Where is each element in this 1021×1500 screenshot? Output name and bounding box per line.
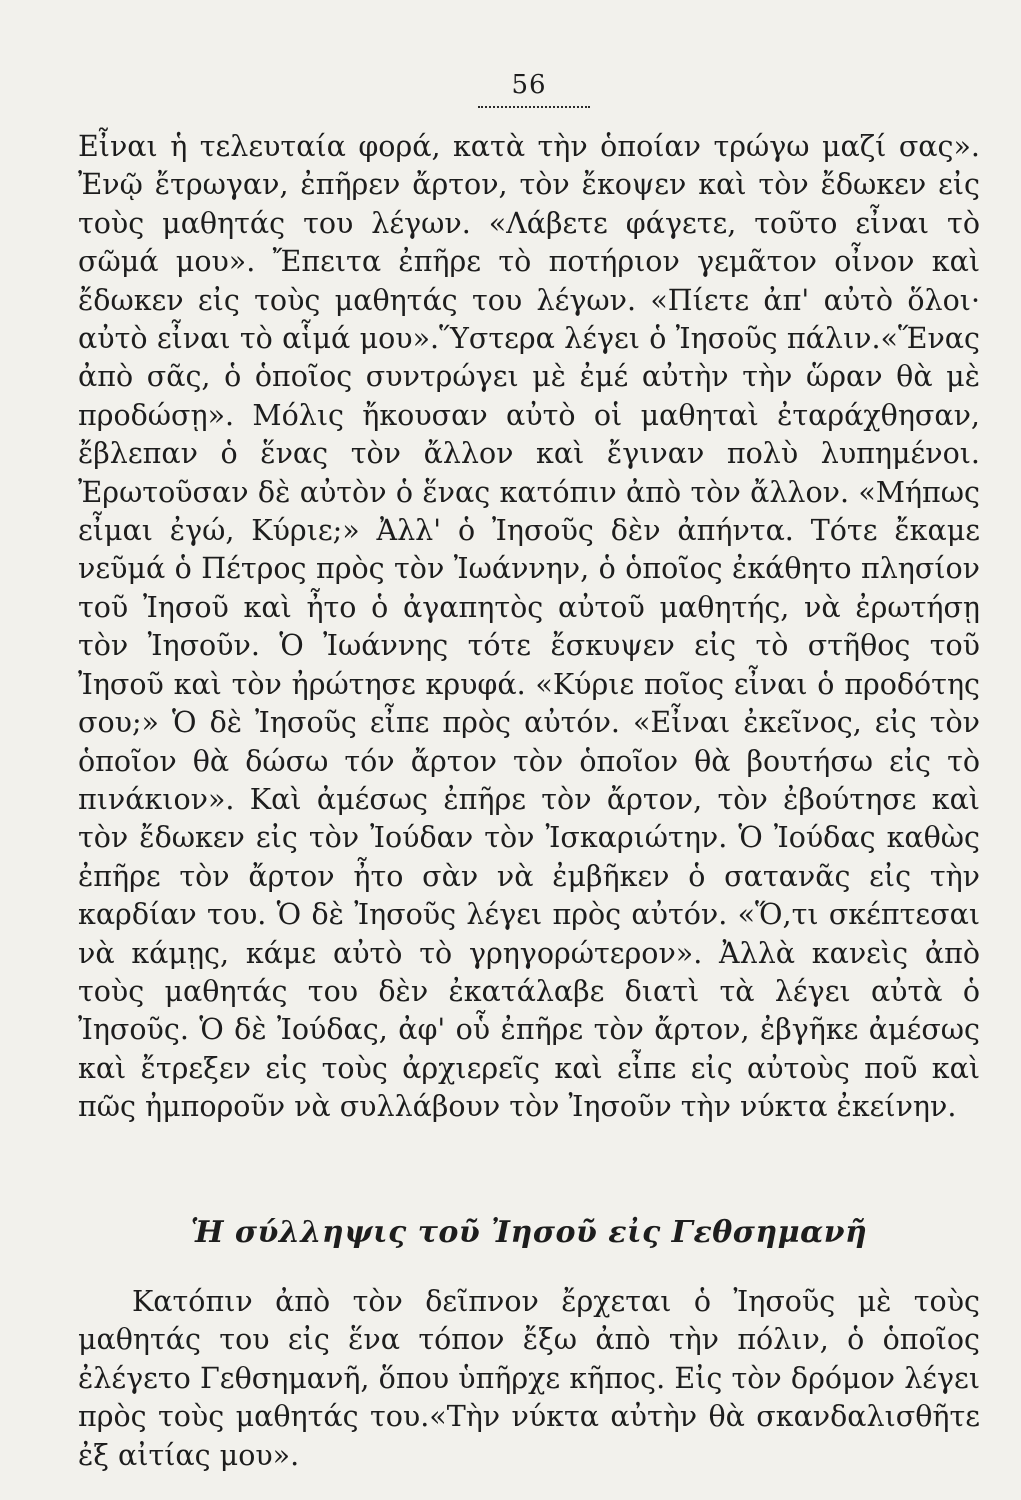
page-number-underline: [478, 106, 590, 108]
body-paragraph-2: Κατόπιν ἀπὸ τὸν δεῖπνον ἔρχεται ὁ Ἰησοῦς μὲ τοὺς μαθητάς του εἰς ἕνα τόπον ἔξω ἀπὸ τὴν πόλιν, ὁ ὁποῖος ἐλέγετο Γεθσημανῆ, ὅπου ὑπῆρχε κῆπος. Εἰς τὸν δρόμον λέγει πρὸς τοὺς μαθητάς του.«Τὴν νύκτα αὐτὴν θὰ σκανδαλισθῆτε ἐξ αἰτίας μου».: [78, 1285, 980, 1472]
section-heading: Ἡ σύλληψις τοῦ Ἰησοῦ εἰς Γεθσημανῆ: [190, 1215, 868, 1250]
body-paragraph: Εἶναι ἡ τελευταία φορά, κατὰ τὴν ὁποίαν τρώγω μαζί σας». Ἐνῷ ἔτρωγαν, ἐπῆρεν ἄρτον, τὸν ἔκοψεν καὶ τὸν ἔδωκεν εἰς τοὺς μαθητάς του λέγων. «Λάβετε φάγετε, τοῦτο εἶναι τὸ σῶμά μου». Ἔπειτα ἐπῆρε τὸ ποτήριον γεμᾶτον οἶνον καὶ ἔδωκεν εἰς τοὺς μαθητάς του λέγων. «Πίετε ἀπ' αὐτὸ ὅλοι· αὐτὸ εἶναι τὸ αἷμά μου».Ὕστερα λέγει ὁ Ἰησοῦς πάλιν.«Ἕνας ἀπὸ σᾶς, ὁ ὁποῖος συντρώγει μὲ ἐμέ αὐτὴν τὴν ὥραν θὰ μὲ προδώσῃ». Μόλις ἤκουσαν αὐτὸ οἱ μαθηταὶ ἐταράχθησαν, ἔβλεπαν ὁ ἕνας τὸν ἄλλον καὶ ἔγιναν πολὺ λυπημένοι. Ἐρωτοῦσαν δὲ αὐτὸν ὁ ἕνας κατόπιν ἀπὸ τὸν ἄλλον. «Μήπως εἶμαι ἐγώ, Κύριε;» Ἀλλ' ὁ Ἰησοῦς δὲν ἀπήντα. Τότε ἔκαμε νεῦμά ὁ Πέτρος πρὸς τὸν Ἰωάννην, ὁ ὁποῖος ἐκάθητο πλησίον τοῦ Ἰησοῦ καὶ ἦτο ὁ ἀγαπητὸς αὐτοῦ μαθητής, νὰ ἐρωτήσῃ τὸν Ἰησοῦν. Ὁ Ἰωάννης τότε ἔσκυψεν εἰς τὸ στῆθος τοῦ Ἰησοῦ καὶ τὸν ἠρώτησε κρυφά. «Κύριε ποῖος εἶναι ὁ προδότης σου;» Ὁ δὲ Ἰησοῦς εἶπε πρὸς αὐτόν. «Εἶναι ἐκεῖνος, εἰς τὸν ὁποῖον θὰ δώσω τόν ἄρτον τὸν ὁποῖον θὰ βουτήσω εἰς τὸ πινάκιον». Καὶ ἀμέσως ἐπῆρε τὸν ἄρτον, τὸν ἐβούτησε καὶ τὸν ἔδωκεν εἰς τὸν Ἰούδαν τὸν Ἰσκαριώτην. Ὁ Ἰούδας καθὼς ἐπῆρε τὸν ἄρτον ἦτο σὰν νὰ ἐμβῆκεν ὁ σατανᾶς εἰς τὴν καρδίαν του. Ὁ δὲ Ἰησοῦς λέγει πρὸς αὐτόν. «Ὅ,τι σκέπτεσαι νὰ κάμῃς, κάμε αὐτὸ τὸ γρηγορώτερον». Ἀλλὰ κανεὶς ἀπὸ τοὺς μαθητάς του δὲν ἐκατάλαβε διατὶ τὰ λέγει αὐτὰ ὁ Ἰησοῦς. Ὁ δὲ Ἰούδας, ἀφ' οὗ ἐπῆρε τὸν ἄρτον, ἐβγῆκε ἀμέσως καὶ ἔτρεξεν εἰς τοὺς ἀρχιερεῖς καὶ εἶπε εἰς αὐτοὺς ποῦ καὶ πῶς ἠμποροῦν νὰ συλλάβουν τὸν Ἰησοῦν τὴν νύκτα ἐκείνην.: [78, 130, 980, 1124]
page-number: 56: [511, 70, 547, 100]
